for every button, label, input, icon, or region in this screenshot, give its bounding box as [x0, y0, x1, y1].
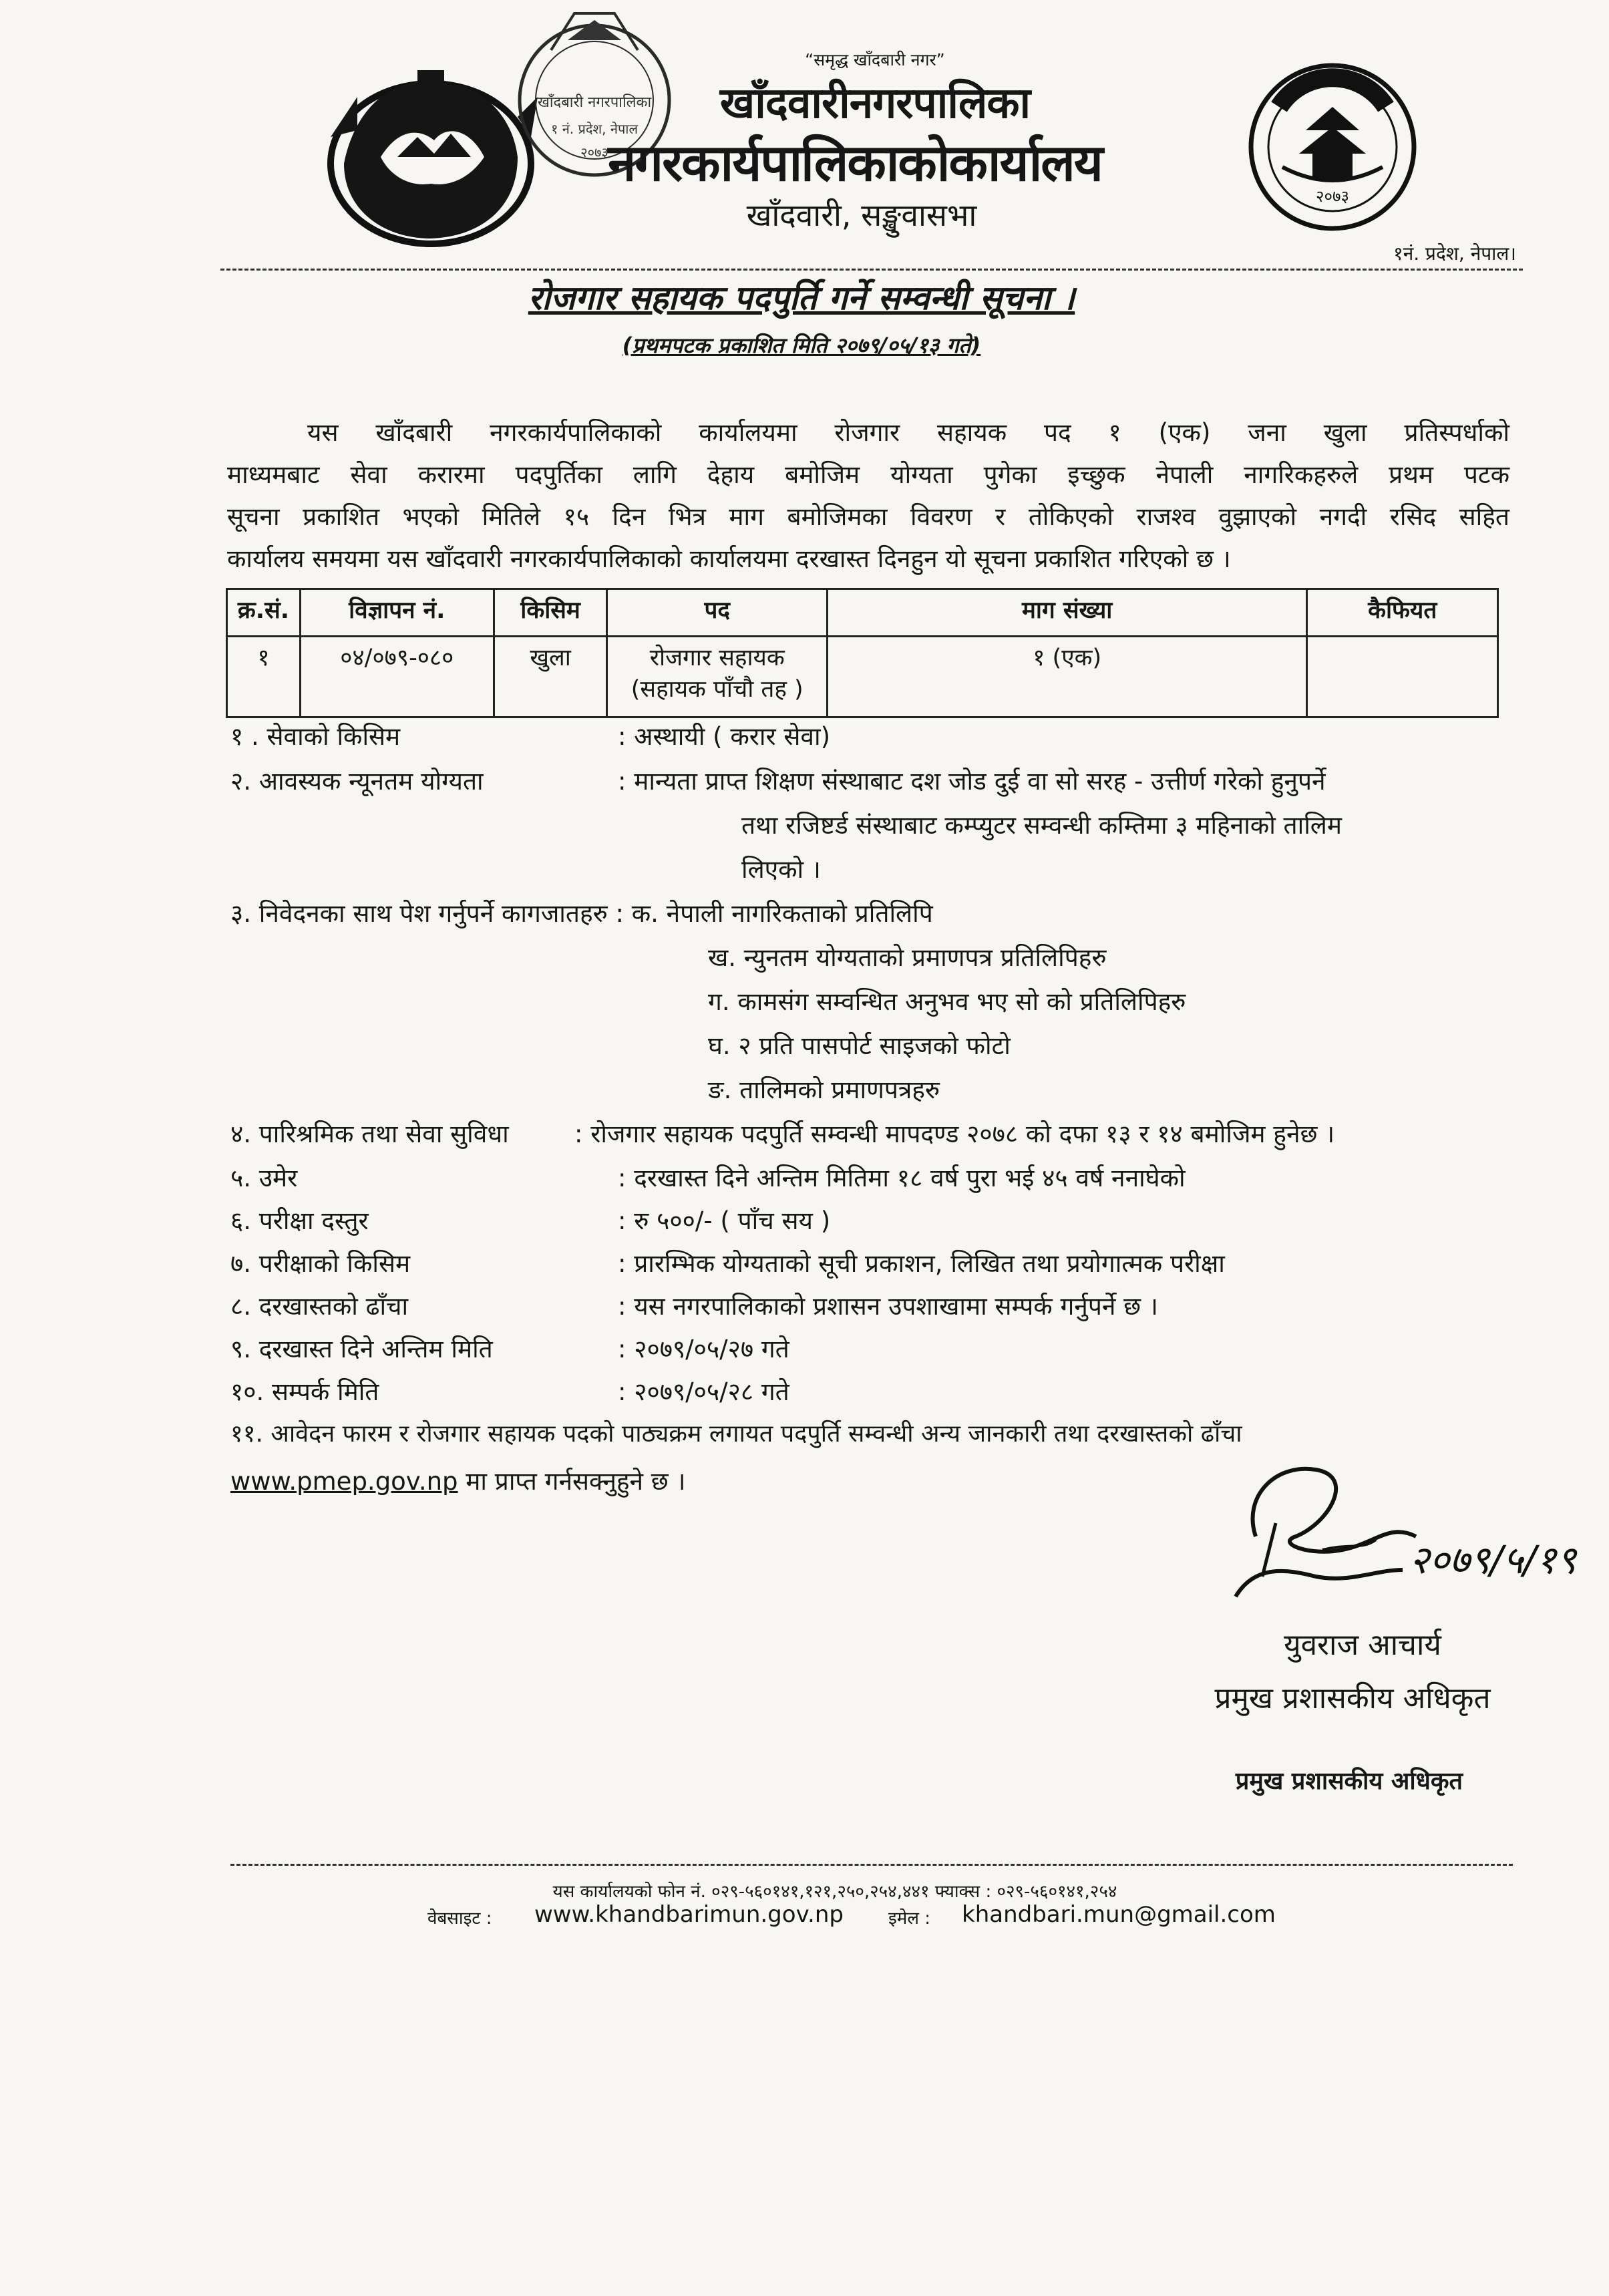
detail-label: ९. दरखास्त दिने अन्तिम मिति [230, 1335, 493, 1363]
signer-title: प्रमुख प्रशासकीय अधिकृत [1214, 1681, 1491, 1715]
svg-text:२०७३: २०७३ [580, 144, 608, 160]
detail-label: ४. पारिश्रमिक तथा सेवा सुविधा [230, 1120, 509, 1148]
col-header-ad-no: विज्ञापन नं. [300, 589, 494, 637]
footer-email-link[interactable]: khandbari.mun@gmail.com [962, 1901, 1276, 1928]
detail-label: १०. सम्पर्क मिति [230, 1377, 379, 1406]
detail-value: : २०७९/०५/२८ गते [618, 1377, 789, 1406]
cell-post [607, 637, 827, 717]
org-name: खाँदवारीनगरपालिका [719, 79, 1031, 128]
table-row [227, 637, 1498, 717]
province: १नं. प्रदेश, नेपाल। [1393, 242, 1516, 265]
cell-sn: १ [227, 637, 301, 717]
cell-demand: १ (एक) [827, 637, 1306, 717]
col-header-demand: माग संख्या [827, 589, 1306, 637]
cell-type: खुला [494, 637, 607, 717]
detail-label: २. आवस्यक न्यूनतम योग्यता [230, 767, 484, 796]
vacancy-table [226, 588, 1499, 718]
motto: “समृद्ध खाँदबारी नगर” [805, 50, 945, 69]
signer-name: युवराज आचार्य [1284, 1628, 1441, 1662]
detail-value: तथा रजिष्टर्ड संस्थाबाट कम्प्युटर सम्वन्धी कम्तिमा ३ महिनाको तालिम [741, 811, 1343, 840]
cell-ad-no: ०४/०७९-०८० [300, 637, 494, 717]
intro-line: सूचना प्रकाशित भएको मितिले १५ दिन भित्र माग बमोजिमका विवरण र तोकिएको राजश्व वुझाएको नगदी रसिद सहित [227, 502, 1509, 531]
svg-text:२०७९/५/१९: २०७९/५/१९ [1409, 1537, 1577, 1583]
header-divider [220, 269, 1523, 271]
detail-value: : दरखास्त दिने अन्तिम मितिमा १८ वर्ष पुरा भई ४५ वर्ष ननाघेको [618, 1164, 1186, 1192]
svg-text:खाँदबारी नगरपालिका: खाँदबारी नगरपालिका [537, 94, 652, 111]
col-header-sn: क्र.सं. [227, 589, 301, 637]
nepal-emblem-logo [317, 57, 544, 257]
table-header-row [227, 589, 1498, 637]
detail-label: ५. उमेर [230, 1164, 298, 1192]
detail-value: : रु ५००/- ( पाँच सय ) [618, 1206, 831, 1235]
document-item: ङ. तालिमको प्रमाणपत्रहरु [708, 1076, 940, 1104]
pmep-link[interactable]: www.pmep.gov.np [230, 1467, 458, 1496]
detail-value: : २०७९/०५/२७ गते [618, 1335, 789, 1363]
link-trailing-text: मा प्राप्त गर्नसक्नुहुने छ । [458, 1467, 686, 1496]
footer-phone: यस कार्यालयको फोन नं. ०२९-५६०१४१,१२१,२५०,२५४,४४१ फ्याक्स : ०२९-५६०१४१,२५४ [552, 1882, 1117, 1902]
detail-value: : रोजगार सहायक पदपुर्ति सम्वन्धी मापदण्ड २०७८ को दफा १३ र १४ बमोजिम हुनेछ । [574, 1120, 1335, 1148]
notice-title: रोजगार सहायक पदपुर्ति गर्ने सम्वन्धी सूचना । [528, 279, 1075, 317]
document-item: घ. २ प्रति पासपोर्ट साइजको फोटो [708, 1031, 1011, 1060]
post-level: (सहायक पाँचौ तह ) [631, 676, 803, 703]
detail-value: : प्रारम्भिक योग्यताको सूची प्रकाशन, लिखित तथा प्रयोगात्मक परीक्षा [618, 1249, 1225, 1278]
detail-value [230, 1463, 686, 1497]
detail-value: : यस नगरपालिकाको प्रशासन उपशाखामा सम्पर्क गर्नुपर्ने छ । [618, 1292, 1158, 1321]
col-header-type: किसिम [494, 589, 607, 637]
published-date: (प्रथमपटक प्रकाशित मिति २०७९/०५/१३ गते) [622, 333, 981, 358]
footer-email-label: इमेल : [888, 1909, 930, 1929]
intro-line: कार्यालय समयमा यस खाँदवारी नगरकार्यपालिकाको कार्यालयमा दरखास्त दिनहुन यो सूचना प्रकाशित गरिएको छ । [227, 544, 1231, 573]
detail-label: ११. आवेदन फारम र रोजगार सहायक पदको पाठ्यक्रम लगायत पदपुर्ति सम्वन्धी अन्य जानकारी तथा दरखास्तको ढाँचा [230, 1420, 1242, 1448]
svg-text:२०७३: २०७३ [1316, 187, 1349, 206]
footer-website-link[interactable]: www.khandbarimun.gov.np [534, 1901, 844, 1928]
intro-line: माध्यमबाट सेवा करारमा पदपुर्तिका लागि देहाय बमोजिम योग्यता पुगेका इच्छुक नेपाली नागरिकहरुले प्रथम पटक [227, 460, 1509, 489]
footer-divider [230, 1864, 1513, 1866]
detail-value: लिएको । [741, 855, 821, 884]
svg-text:१ नं. प्रदेश, नेपाल: १ नं. प्रदेश, नेपाल [550, 121, 639, 137]
detail-label: ६. परीक्षा दस्तुर [230, 1206, 369, 1235]
document-item: ख. न्युनतम योग्यताको प्रमाणपत्र प्रतिलिपिहरु [708, 943, 1107, 972]
document-item: ग. कामसंग सम्वन्धित अनुभव भए सो को प्रतिलिपिहरु [708, 987, 1186, 1016]
detail-value: : मान्यता प्राप्त शिक्षण संस्थाबाट दश जोड दुई वा सो सरह - उत्तीर्ण गरेको हुनुपर्ने [618, 767, 1326, 796]
footer-website-label: वेबसाइट : [427, 1909, 492, 1929]
detail-label: ७. परीक्षाको किसिम [230, 1249, 411, 1278]
detail-label: ३. निवेदनका साथ पेश गर्नुपर्ने कागजातहरु : क. नेपाली नागरिकताको प्रतिलिपि [230, 899, 933, 928]
intro-line: यस खाँदबारी नगरकार्यपालिकाको कार्यालयमा रोजगार सहायक पद १ (एक) जना खुला प्रतिस्पर्धाको [307, 418, 1509, 447]
official-stamp-title: प्रमुख प्रशासकीय अधिकृत [1235, 1768, 1463, 1795]
office-location: खाँदवारी, सङ्खुवासभा [746, 197, 977, 233]
detail-value: : अस्थायी ( करार सेवा) [618, 722, 831, 751]
handwritten-signature [1216, 1443, 1590, 1630]
col-header-post: पद [607, 589, 827, 637]
cell-remarks [1307, 637, 1498, 717]
municipality-logo [1242, 60, 1423, 234]
detail-label: १ . सेवाको किसिम [230, 722, 401, 751]
col-header-remarks: कैफियत [1307, 589, 1498, 637]
post-name: रोजगार सहायक [649, 645, 785, 671]
office-name: नगरकार्यपालिकाकोकार्यालय [608, 133, 1102, 192]
detail-label: ८. दरखास्तको ढाँचा [230, 1292, 409, 1321]
